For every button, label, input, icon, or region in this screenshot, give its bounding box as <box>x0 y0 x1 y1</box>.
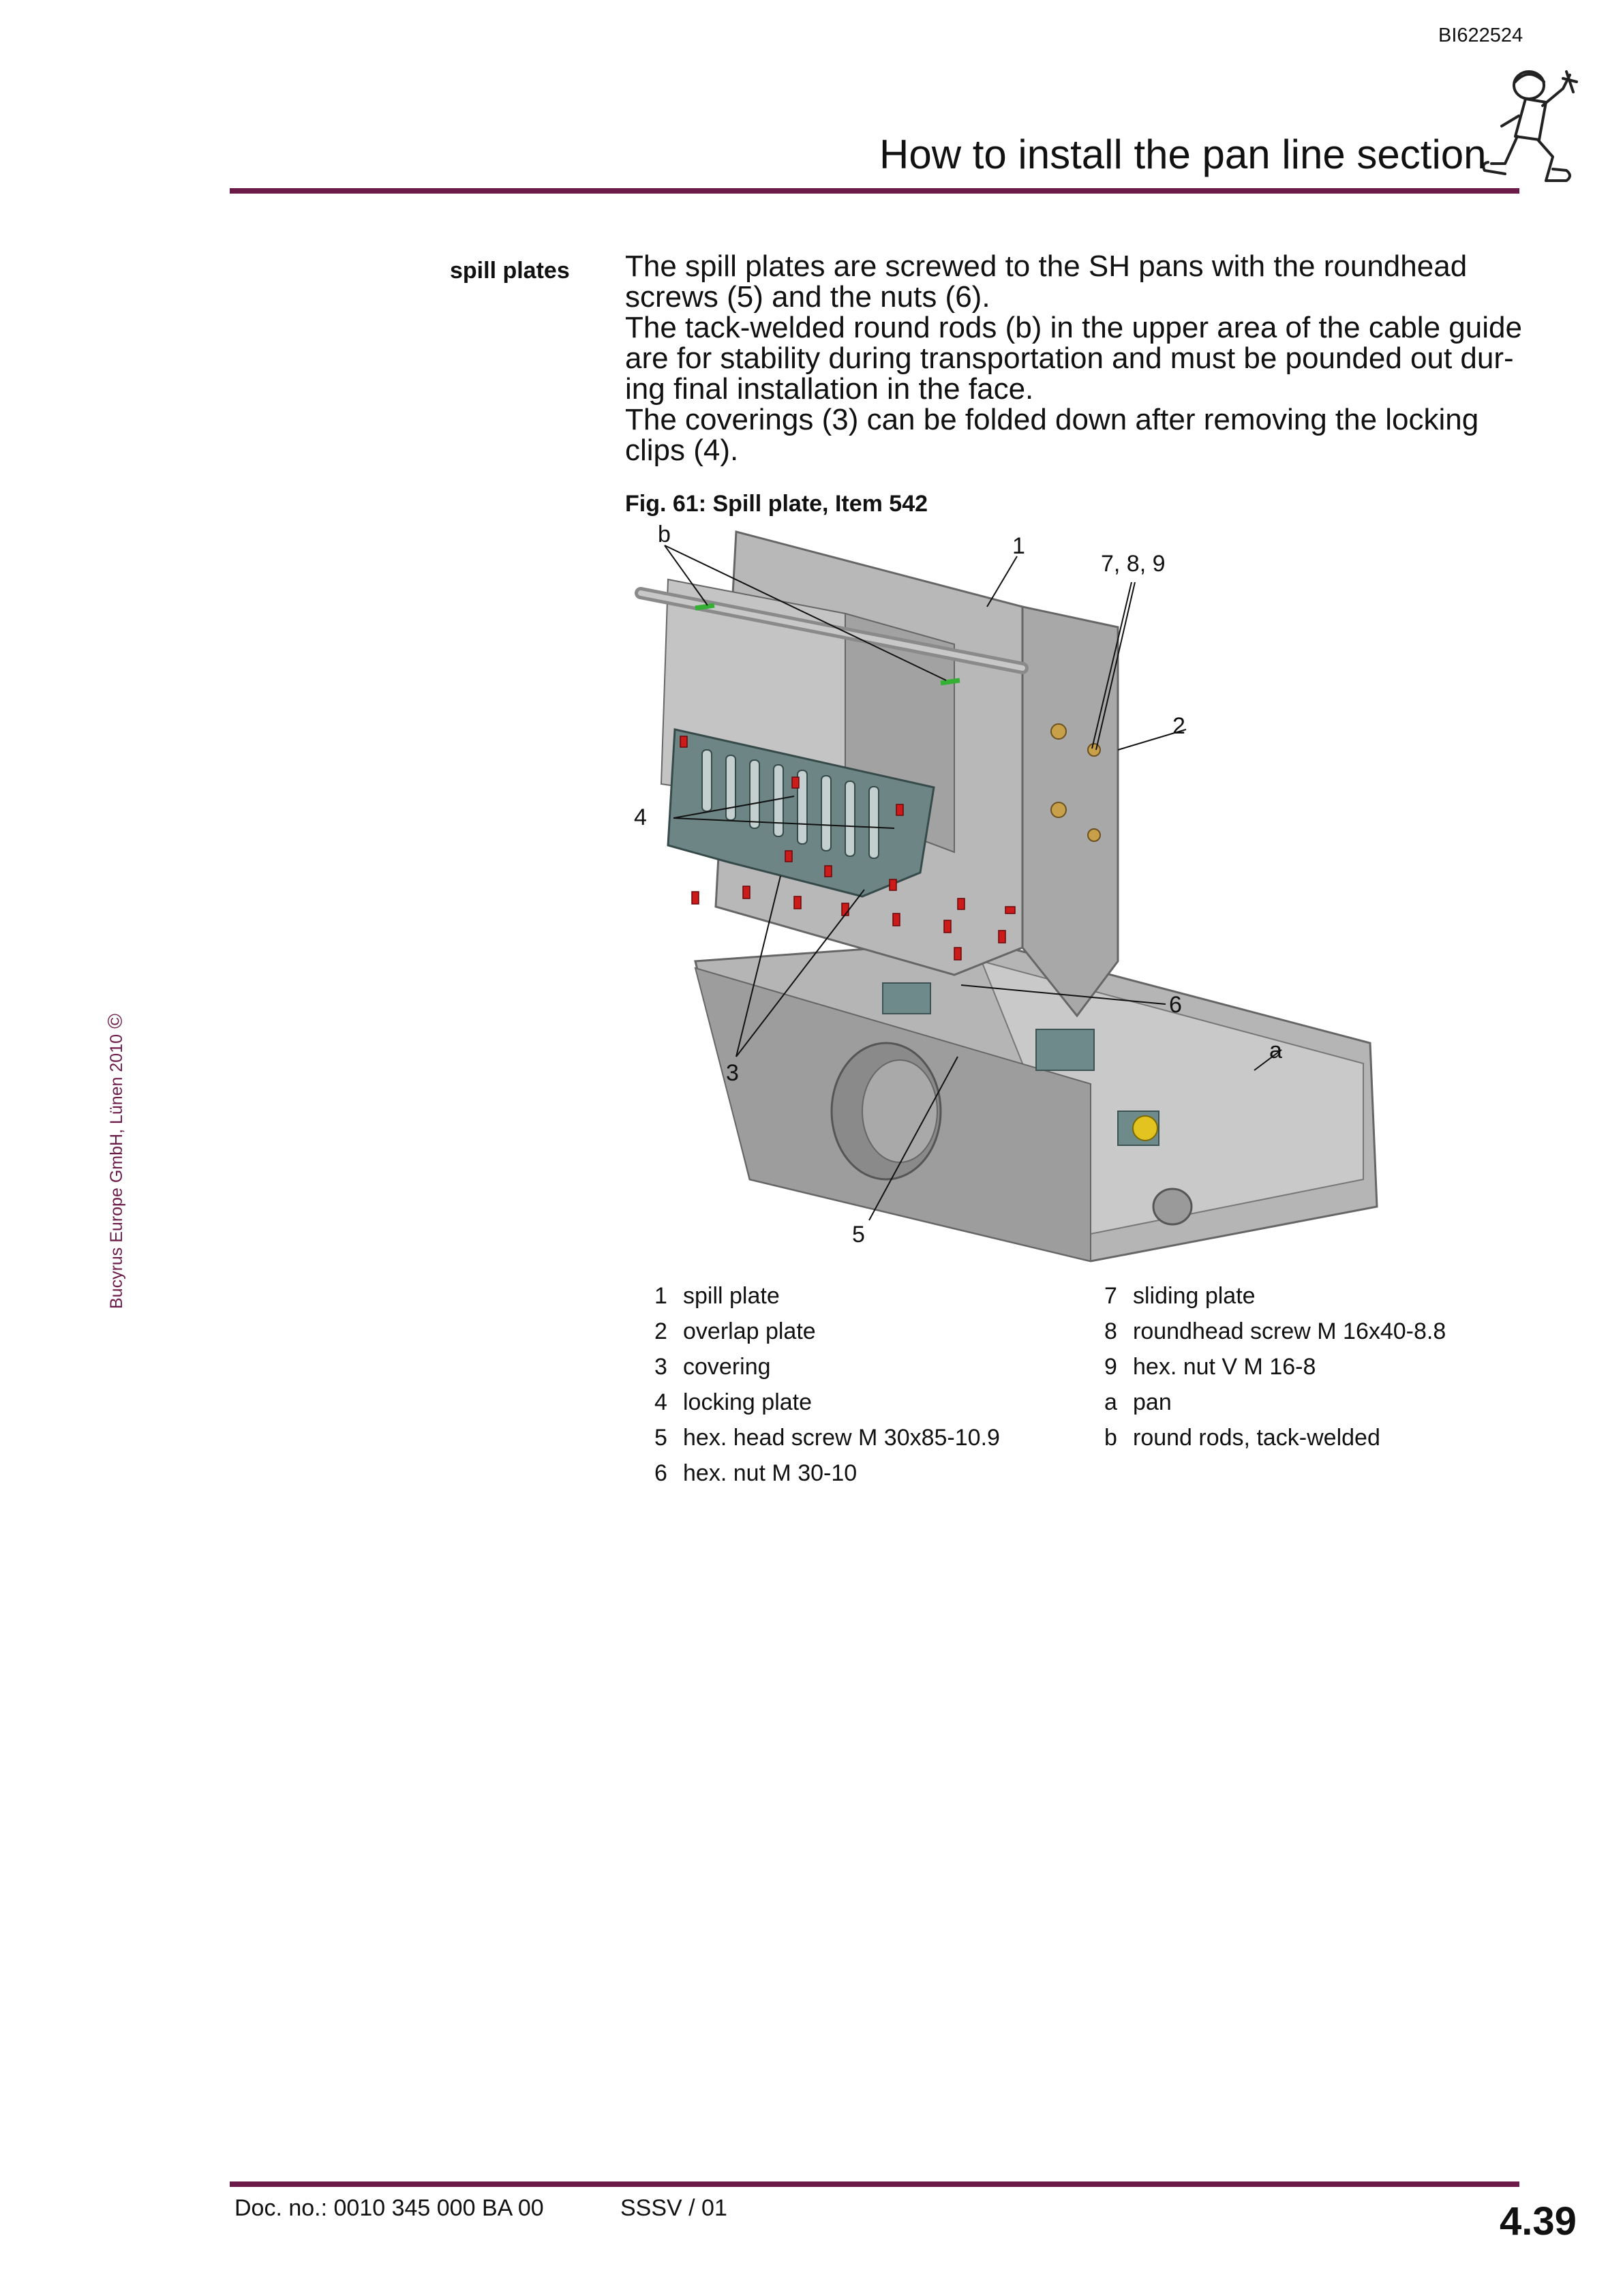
callout-7-8-9: 7, 8, 9 <box>1101 551 1166 577</box>
figure-caption: Fig. 61: Spill plate, Item 542 <box>625 491 928 517</box>
paragraph-round-rods: The tack-welded round rods (b) in the upper area of the cable guide are for stability during transportation and must be pounded out dur-ing final installation in the face. <box>625 311 1522 406</box>
section-body <box>625 251 1525 466</box>
legend-key: 1 <box>654 1282 667 1309</box>
legend-item <box>1104 1420 1527 1455</box>
callout-1: 1 <box>1012 533 1025 559</box>
legend-text: roundhead screw M 16x40-8.8 <box>1133 1318 1446 1344</box>
legend-key: 3 <box>654 1353 667 1380</box>
legend-key: 7 <box>1104 1282 1117 1309</box>
legend-item <box>654 1420 1063 1455</box>
callout-b: b <box>658 525 671 547</box>
legend-key: 2 <box>654 1318 667 1344</box>
legend-key: 4 <box>654 1389 667 1415</box>
legend-text: spill plate <box>683 1282 780 1309</box>
worker-kneeling-icon <box>1478 61 1587 191</box>
page-title: How to install the pan line section <box>879 132 1487 177</box>
header-rule <box>230 188 1519 194</box>
copyright-text: Bucyrus Europe GmbH, Lünen 2010 <box>107 1033 126 1309</box>
legend-text: overlap plate <box>683 1318 816 1344</box>
callout-4: 4 <box>634 804 647 830</box>
legend-text: pan <box>1133 1389 1172 1415</box>
legend-text: hex. head screw M 30x85-10.9 <box>683 1424 1000 1451</box>
copyright-symbol: © <box>104 1013 127 1029</box>
legend-text: covering <box>683 1353 771 1380</box>
legend-item <box>1104 1314 1527 1349</box>
legend-key: b <box>1104 1424 1117 1451</box>
callout-a: a <box>1269 1038 1282 1063</box>
legend-text: hex. nut M 30-10 <box>683 1460 858 1486</box>
callout-3: 3 <box>726 1060 739 1086</box>
legend-key: 5 <box>654 1424 667 1451</box>
legend-text: sliding plate <box>1133 1282 1256 1309</box>
legend-item <box>654 1455 1063 1491</box>
legend-text: round rods, tack-welded <box>1133 1424 1380 1451</box>
legend-item <box>1104 1385 1527 1420</box>
legend-text: locking plate <box>683 1389 813 1415</box>
legend-item <box>1104 1278 1527 1314</box>
overlap-plate <box>1022 607 1118 1016</box>
document-id: BI622524 <box>1438 25 1523 46</box>
legend-key: a <box>1104 1389 1117 1415</box>
legend-key: 8 <box>1104 1318 1117 1344</box>
callout-5: 5 <box>852 1222 865 1248</box>
doc-number: Doc. no.: 0010 345 000 BA 00 <box>234 2195 544 2221</box>
legend-item <box>654 1314 1063 1349</box>
legend-item <box>654 1349 1063 1385</box>
legend-item <box>654 1385 1063 1420</box>
legend-item <box>654 1278 1063 1314</box>
paragraph-coverings: The coverings (3) can be folded down after removing the locking clips (4). <box>625 403 1479 467</box>
legend-left <box>654 1278 1063 1491</box>
callout-6: 6 <box>1169 992 1182 1018</box>
callout-2: 2 <box>1172 713 1185 739</box>
paragraph-screws: The spill plates are screwed to the SH pans with the roundhead screws (5) and the nuts (6). <box>625 250 1468 314</box>
sssv-code: SSSV / 01 <box>620 2195 727 2221</box>
footer-rule <box>230 2181 1519 2187</box>
legend-key: 9 <box>1104 1353 1117 1380</box>
legend-item <box>1104 1349 1527 1385</box>
legend-right <box>1104 1278 1527 1455</box>
section-label: spill plates <box>450 258 570 284</box>
spill-plate-figure <box>600 525 1418 1275</box>
legend-key: 6 <box>654 1460 667 1486</box>
copyright-notice <box>104 1014 127 1309</box>
page-number: 4.39 <box>1500 2199 1577 2244</box>
legend-text: hex. nut V M 16-8 <box>1133 1353 1316 1380</box>
